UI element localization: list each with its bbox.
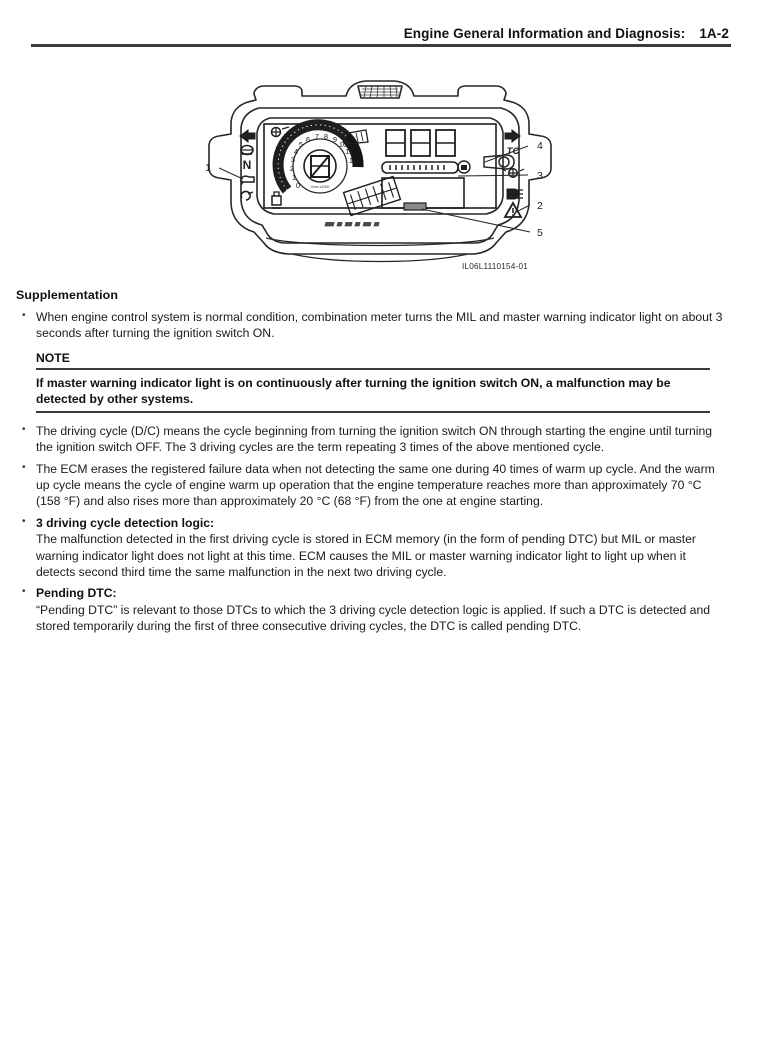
tachometer-gauge: [278, 125, 368, 193]
high-beam-right-icon: [507, 189, 523, 199]
svg-text:8: 8: [323, 132, 329, 141]
figure-instrument-cluster: [0, 72, 759, 280]
bullet-heading: • Pending DTC:: [36, 586, 117, 601]
abs-indicator-icon: [241, 191, 253, 200]
callout-5: 5: [537, 227, 543, 239]
gear-position-indicator: [311, 156, 329, 177]
bullet-heading: • 3 driving cycle detection logic:: [36, 515, 215, 530]
high-beam-icon: [241, 146, 253, 155]
traction-control-label: TC: [506, 146, 520, 157]
svg-text:9: 9: [332, 135, 338, 144]
list-item: [16, 461, 728, 510]
vent-grille-icon: [360, 86, 400, 98]
note-divider-bottom: [36, 411, 710, 413]
page-section-number: 1A-2: [699, 26, 729, 41]
callout-2: 2: [537, 200, 543, 212]
svg-text:5: 5: [298, 140, 304, 149]
note-text: If master warning indicator light is on continuously after turning the ignition switch ON, a malfunction may be detected by other systems.: [36, 375, 671, 407]
bullet-text: The malfunction detected in the first driving cycle is stored in ECM memory (in the form of pending DTC) but MIL or master warning indicator light does not light at this time. ECM causes the MIL or master warning indicator light to light up when it detects second third time the same malfunction in the next two driving cycle.: [36, 532, 696, 580]
note-label: NOTE: [36, 350, 70, 365]
left-indicator-column: [240, 130, 255, 200]
callout-1: 1: [205, 162, 211, 174]
secondary-readout: [344, 177, 401, 216]
callout-4: 4: [537, 140, 543, 152]
svg-text:6: 6: [305, 135, 311, 144]
list-item: [16, 423, 728, 456]
svg-text:12: 12: [348, 156, 358, 165]
svg-text:7: 7: [314, 132, 320, 141]
section-heading: Supplementation: [16, 288, 119, 302]
right-turn-signal-icon: [505, 130, 520, 142]
oil-pressure-icon: [241, 176, 254, 185]
svg-text:0: 0: [295, 181, 301, 190]
page-title: [404, 26, 729, 41]
fuel-warning-icon: [272, 192, 281, 208]
svg-text:11: 11: [345, 147, 353, 156]
fuel-gauge: [382, 161, 470, 173]
neutral-indicator-label: N: [242, 158, 252, 172]
page-title-text: Engine General Information and Diagnosis:: [403, 26, 686, 41]
header-divider: [31, 44, 731, 47]
svg-text:2: 2: [289, 164, 295, 173]
figure-reference-code: IL06L1110154-01: [462, 262, 528, 271]
svg-text:10: 10: [338, 140, 348, 149]
svg-text:4: 4: [293, 147, 299, 156]
bullet-list-top: [16, 309, 728, 342]
speed-display: [386, 130, 455, 156]
bullet-text: • The ECM erases the registered failure data when not detecting the same one during 40 times of warm up cycle. And the warm up cycle means the cycle of engine warm up operation that the engine temperature reaches more than approximately 70 °C (158 °F) and also rises more than approximately 20 °C (68 °F) from the one at engine starting.: [36, 461, 715, 509]
bullet-text: “Pending DTC” is relevant to those DTCs to which the 3 driving cycle detection logic is applied. If such a DTC is detected and stored temporarily during the first of three consecutive driving cycles, the DTC is called pending DTC.: [36, 602, 711, 634]
instrument-cluster-diagram: [196, 72, 564, 272]
supplementation-section: [16, 288, 728, 640]
list-item: [16, 309, 728, 342]
svg-text:1: 1: [291, 173, 297, 182]
brand-wordmark: [325, 222, 380, 226]
bullet-list-bottom: [16, 423, 728, 635]
tachometer-unit-label: r/min x1000: [310, 185, 330, 189]
list-item: [16, 585, 728, 634]
list-item: [16, 515, 728, 581]
right-indicator-column: [502, 130, 524, 217]
svg-text:3: 3: [290, 155, 296, 164]
note-box: [36, 351, 710, 413]
callout-3: 3: [537, 170, 543, 182]
bullet-text: • The driving cycle (D/C) means the cycle beginning from turning the ignition switch ON through starting the engine until turning the ignition switch OFF. The 3 driving cycles are the term repeating 3 times of the above mentioned cycle.: [36, 423, 713, 455]
bullet-text: • When engine control system is normal condition, combination meter turns the MIL and master warning indicator light on about 3 seconds after turning the ignition switch ON.: [36, 310, 723, 341]
left-turn-signal-icon: [240, 130, 255, 142]
